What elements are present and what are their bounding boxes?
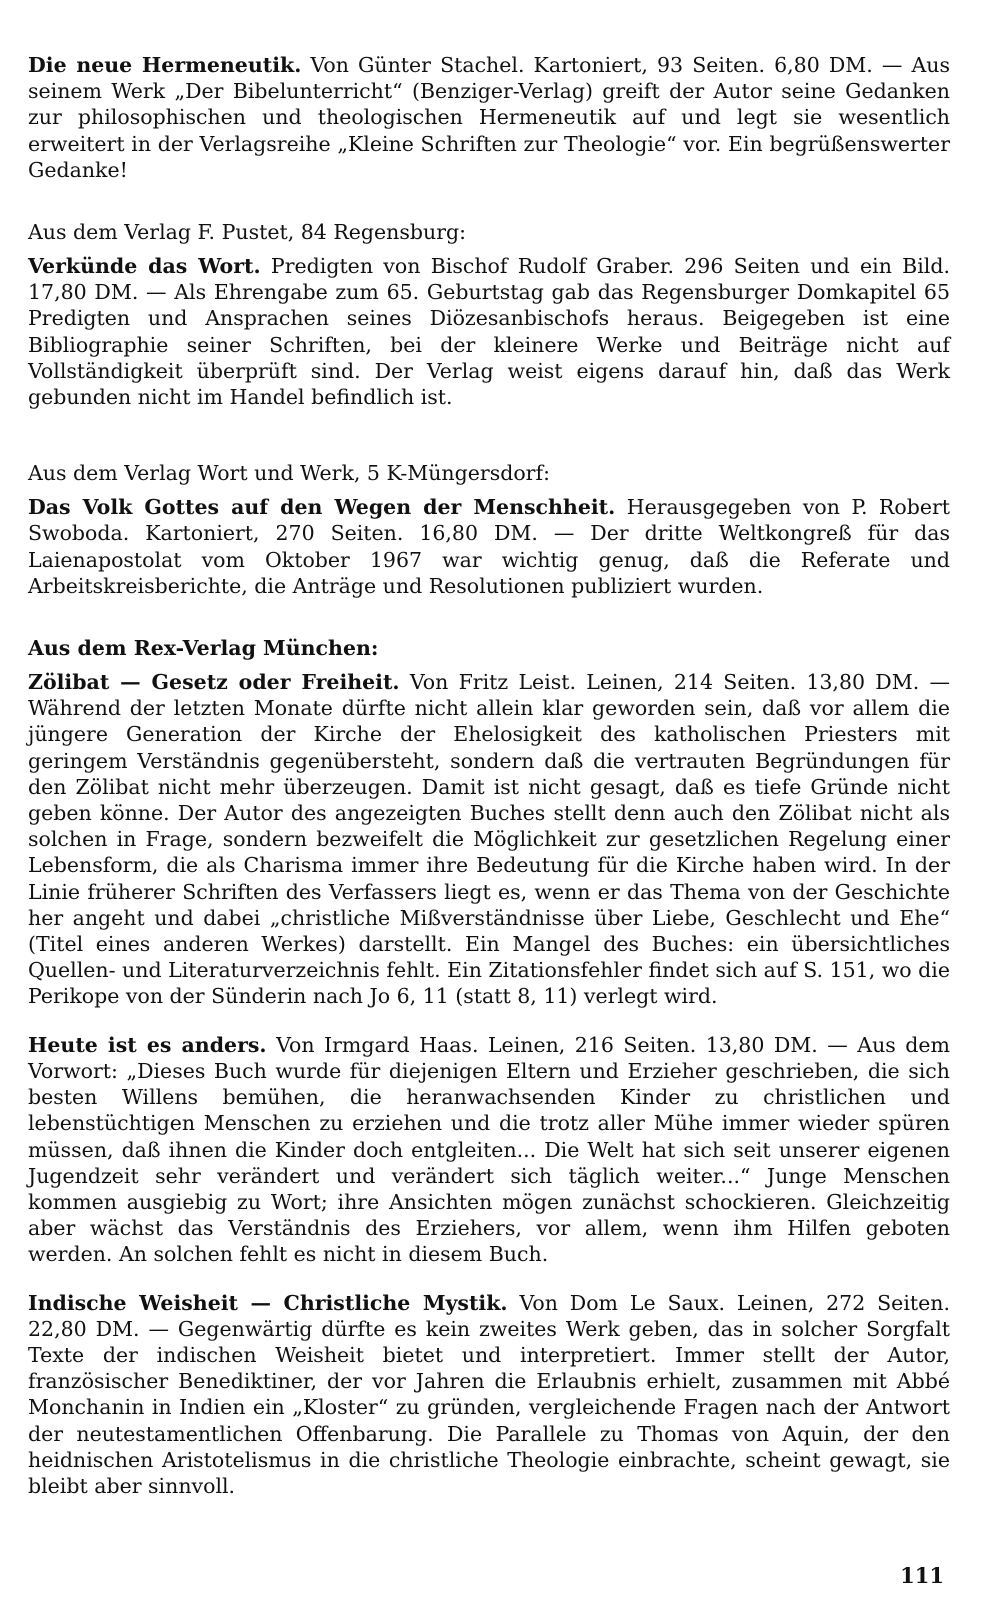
review-text: Von Dom Le Saux. Leinen, 272 Seiten. 22,80 DM. — Gegenwärtig dürfte es kein zweites Werk geben, das in solcher Sorgfalt Texte der indischen Weisheit bietet und interpretiert. Immer stellt der Autor, französischer Benediktiner, der vor Jahren die Erlaubnis erhielt, zusammen mit Abbé Monchanin in Indien ein „Kloster“ zu gründen, vergleichende Fragen nach der Antwort der neutestamentlichen Offenbarung. Die Parallele zu Thomas von Aquin, der den heidnischen Aristotelismus in die christliche Theologie einbrachte, scheint gewagt, sie bleibt aber sinnvoll. <box>28 1290 950 1498</box>
review-text: Von Fritz Leist. Leinen, 214 Seiten. 13,80 DM. — Während der letzten Monate dürfte nicht allein klar geworden sein, daß vor allem die jüngere Generation der Kirche der Ehelosigkeit des katholischen Priesters mit geringem Verständnis gegenübersteht, sondern daß die vertrauten Begründungen für den Zölibat nicht mehr überzeugen. Damit ist nicht gesagt, daß es tiefe Gründe nicht geben könne. Der Autor des angezeigten Buches stellt denn auch den Zölibat nicht als solchen in Frage, sondern bezweifelt die Möglichkeit zur gesetzlichen Regelung einer Lebensform, die als Charisma immer ihre Bedeutung für die Kirche haben wird. In der Linie früherer Schriften des Verfassers liegt es, wenn er das Thema von der Geschichte her angeht und dabei „christliche Mißverständnisse über Liebe, Geschlecht und Ehe“ (Titel eines anderen Werkes) darstellt. Ein Mangel des Buches: ein übersichtliches Quellen- und Literaturverzeichnis fehlt. Ein Zitationsfehler findet sich auf S. 151, wo die Perikope von der Sünderin nach Jo 6, 11 (statt 8, 11) verlegt wird. <box>28 670 950 1009</box>
document-page <box>28 52 950 1499</box>
book-title: Zölibat — Gesetz oder Freiheit. <box>28 670 400 695</box>
publisher-heading-pustet: Aus dem Verlag F. Pustet, 84 Regensburg: <box>28 220 467 245</box>
review-text: Herausgegeben von P. Robert Swoboda. Kartoniert, 270 Seiten. 16,80 DM. — Der dritte Weltkongreß für das Laienapostolat vom Oktober 1967 war wichtig genug, daß die Referate und Arbeitskreisberichte, die Anträge und Resolutionen publiziert wurden. <box>28 495 950 598</box>
review-entry-hermeneutik <box>28 52 950 183</box>
review-entry-volk-gottes <box>28 494 950 599</box>
book-title: Indische Weisheit — Christliche Mystik. <box>28 1290 508 1315</box>
review-entry-zoelibat <box>28 669 950 1010</box>
review-entry-verkuende <box>28 253 950 410</box>
review-text: Predigten von Bischof Rudolf Graber. 296 Seiten und ein Bild. 17,80 DM. — Als Ehrengabe zum 65. Geburtstag gab das Regensburger Domkapitel 65 Predigten und Ansprachen seines Diözesanbischofs heraus. Beigegeben ist eine Bibliographie seiner Schriften, bei der kleinere Werke und Beiträge nicht auf Vollständigkeit überprüft sind. Der Verlag weist eigens darauf hin, daß das Werk gebunden nicht im Handel befindlich ist. <box>28 254 950 410</box>
book-title: Die neue Hermeneutik. <box>28 53 302 77</box>
review-entry-heute-anders <box>28 1032 950 1268</box>
book-title: Verkünde das Wort. <box>28 254 261 279</box>
publisher-heading-wort-und-werk: Aus dem Verlag Wort und Werk, 5 K-Müngersdorf: <box>28 461 550 486</box>
review-text: Von Günter Stachel. Kartoniert, 93 Seiten. 6,80 DM. — Aus seinem Werk „Der Bibelunterricht“ (Benziger-Verlag) greift der Autor seine Gedanken zur philosophischen und theologischen Hermeneutik auf und legt sie wesentlich erweitert in der Verlagsreihe „Kleine Schriften zur Theologie“ vor. Ein begrüßenswerter Gedanke! <box>28 53 951 182</box>
publisher-heading-rex: Aus dem Rex-Verlag München: <box>28 636 379 661</box>
page-number: 111 <box>900 1563 944 1588</box>
review-text: Von Irmgard Haas. Leinen, 216 Seiten. 13,80 DM. — Aus dem Vorwort: „Dieses Buch wurde für diejenigen Eltern und Erzieher geschrieben, die sich besten Willens bemühen, die heranwachsenden Kinder zu christlichen und lebenstüchtigen Menschen zu erziehen und die trotz aller Mühe immer wieder spüren müssen, daß ihnen die Kinder doch entgleiten... Die Welt hat sich seit unserer eigenen Jugendzeit sehr verändert und verändert sich täglich weiter...“ Junge Menschen kommen ausgiebig zu Wort; ihre Ansichten mögen zunächst schockieren. Gleichzeitig aber wächst das Verständnis des Erziehers, vor allem, wenn ihm Hilfen geboten werden. An solchen fehlt es nicht in diesem Buch. <box>28 1032 950 1267</box>
review-entry-indische-weisheit <box>28 1290 950 1500</box>
book-title: Heute ist es anders. <box>28 1032 267 1057</box>
book-title: Das Volk Gottes auf den Wegen der Menschheit. <box>28 495 616 520</box>
